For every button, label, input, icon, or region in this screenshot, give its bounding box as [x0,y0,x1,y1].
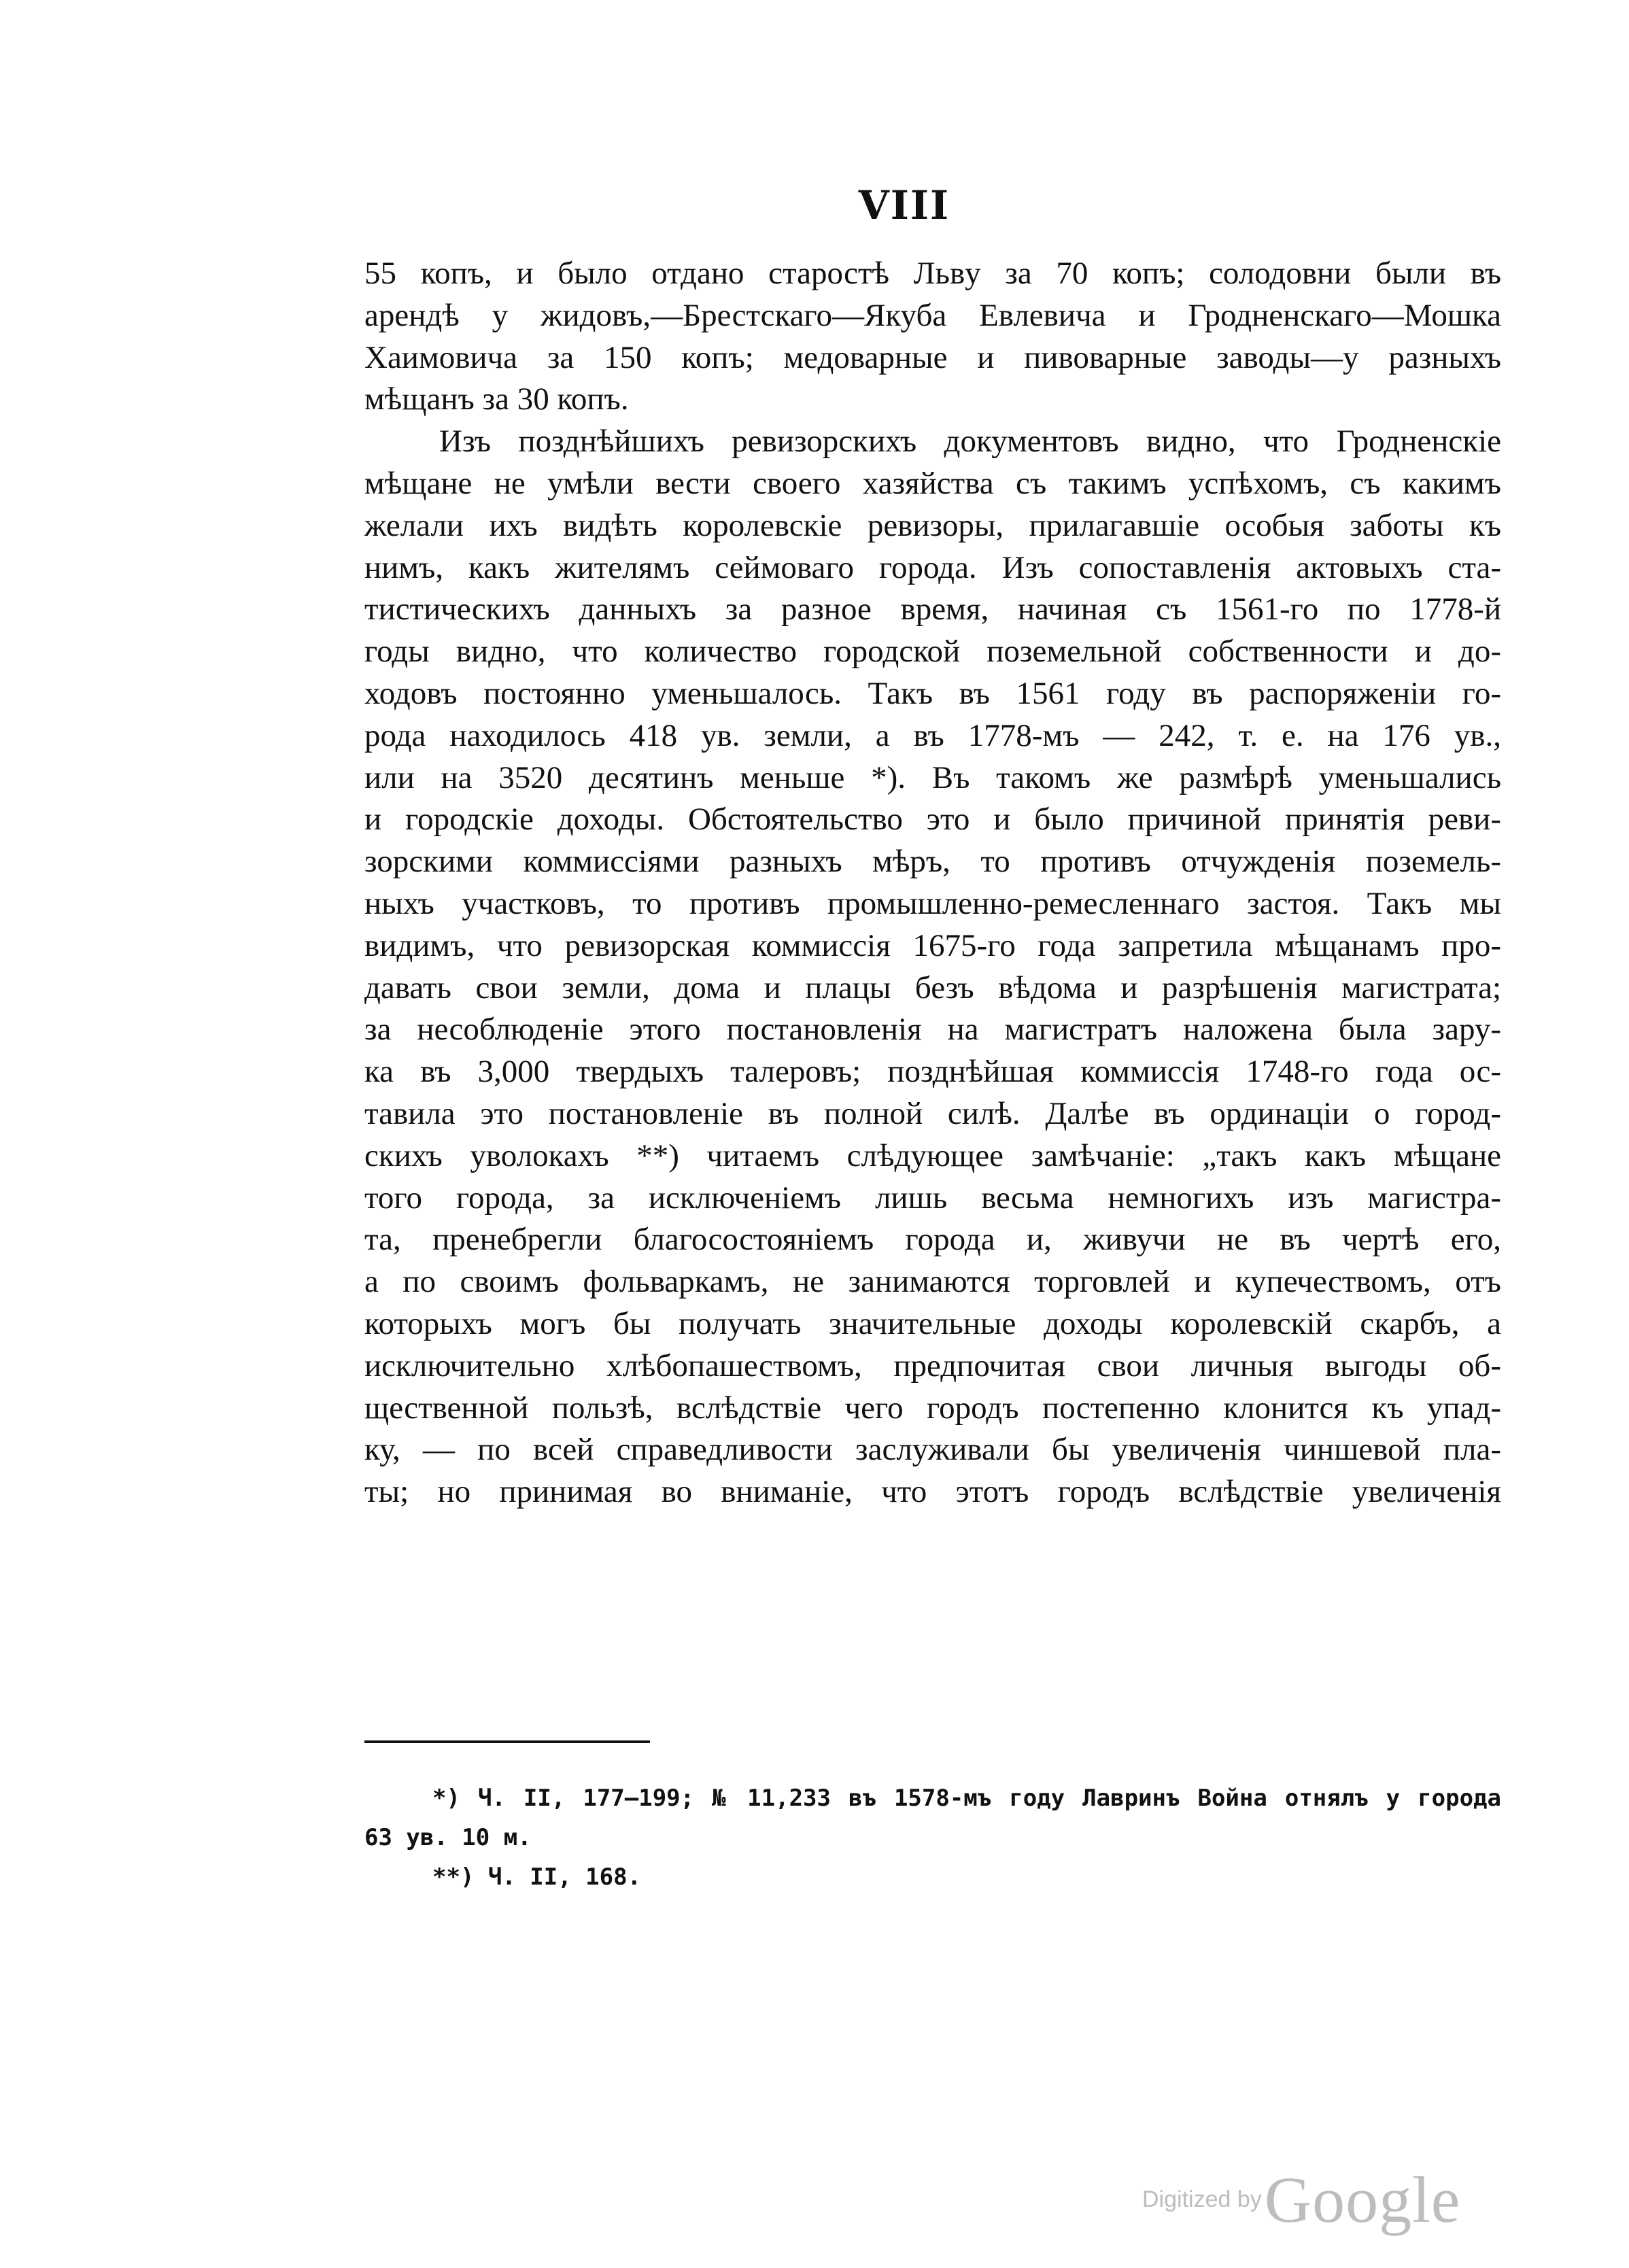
footnote-1-line-2: 63 ув. 10 м. [364,1824,532,1851]
text-line: которыхъ могъ бы получать значительные доходы королевскiй скарбъ, а [364,1305,1501,1341]
text-line: рода находилось 418 ув. земли, а въ 1778-мъ — 242, т. е. на 176 ув., [364,717,1501,753]
text-line: ходовъ постоянно уменьшалось. Такъ въ 1561 году въ распоряженiи го- [364,675,1501,711]
text-line: Хаимовича за 150 копъ; медоварные и пивоварные заводы—у разныхъ [364,339,1501,375]
text-line: ты; но принимая во вниманiе, что этотъ городъ вслѣдствiе увеличенiя [364,1474,1501,1510]
text-line: ка въ 3,000 твердыхъ талеровъ; позднѣйшая коммиссiя 1748-го года ос- [364,1054,1501,1090]
text-line: или на 3520 десятинъ меньше *). Въ такомъ же размѣрѣ уменьшались [364,759,1501,795]
text-line: за несоблюденiе этого постановленiя на магистратъ наложена была зару- [364,1012,1501,1048]
text-line: тавила это постановленiе въ полной силѣ. Далѣе въ ординацiи о город- [364,1095,1501,1131]
text-line: нимъ, какъ жителямъ сеймоваго города. Изъ сопоставленiя актовыхъ ста- [364,549,1501,585]
digitized-by-watermark [1142,2162,1460,2237]
text-line: ныхъ участковъ, то противъ промышленно-ремесленнаго застоя. Такъ мы [364,885,1501,921]
text-line: видимъ, что ревизорская коммиссiя 1675-го года запретила мѣщанамъ про- [364,927,1501,963]
text-line: а по своимъ фольваркамъ, не занимаются торговлей и купечествомъ, отъ [364,1264,1501,1300]
text-line: тистическихъ данныхъ за разное время, начиная съ 1561-го по 1778-й [364,591,1501,628]
text-line: щественной пользѣ, вслѣдствiе чего городъ постепенно клонится къ упад- [364,1390,1501,1426]
footnotes [364,1779,1501,1897]
footnote-2: **) Ч. II, 168. [432,1863,642,1891]
text-line: 55 копъ, и было отдано старостѣ Львy за 70 копъ; солодовни были въ [364,256,1501,291]
watermark-prefix: Digitized by [1142,2186,1262,2212]
text-line: скихъ уволокахъ **) читаемъ слѣдующее замѣчанiе: „такъ какъ мѣщане [364,1137,1501,1173]
text-line: мѣщане не умѣли вести своего хазяйства съ такимъ успѣхомъ, съ какимъ [364,465,1501,501]
text-line: исключительно хлѣбопашествомъ, предпочитая свои личныя выгоды об- [364,1347,1501,1384]
text-line: и городскiе доходы. Обстоятельство это и было причиной принятiя реви- [364,802,1501,838]
text-line: та, пренебрегли благосостоянiемъ города и, живучи не въ чертѣ его, [364,1222,1501,1258]
google-logo: Google [1264,2163,1461,2236]
text-line: годы видно, что количество городской поземельной собственности и до- [364,634,1501,670]
text-line: зорскими коммиссiями разныхъ мѣръ, то противъ отчужденiя поземель- [364,844,1501,880]
footnote-1-line-1: *) Ч. II, 177—199; № 11,233 въ 1578-мъ году Лавринъ Война отнялъ у города [432,1785,1501,1812]
text-line: мѣщанъ за 30 копъ. [364,381,629,417]
text-line: желали ихъ видѣть королевскiе ревизоры, прилагавшiе особыя заботы къ [364,507,1501,543]
text-line: того города, за исключенiемъ лишь весьма немногихъ изъ магистра- [364,1180,1501,1216]
text-line: давать свои земли, дома и плацы безъ вѣдома и разрѣшенiя магистрата; [364,969,1501,1006]
body-text [364,253,1501,1513]
page-number: VIII [858,182,950,228]
text-line: ку, — по всей справедливости заслуживали бы увеличенiя чиншевой пла- [364,1432,1501,1468]
text-line: арендѣ у жидовъ,—Брестскаго—Якуба Евлевича и Гродненскаго—Мошка [364,297,1501,333]
text-line: Изъ позднѣйшихъ ревизорскихъ документовъ видно, что Гродненскiе [439,424,1501,460]
footnote-divider [364,1740,650,1743]
